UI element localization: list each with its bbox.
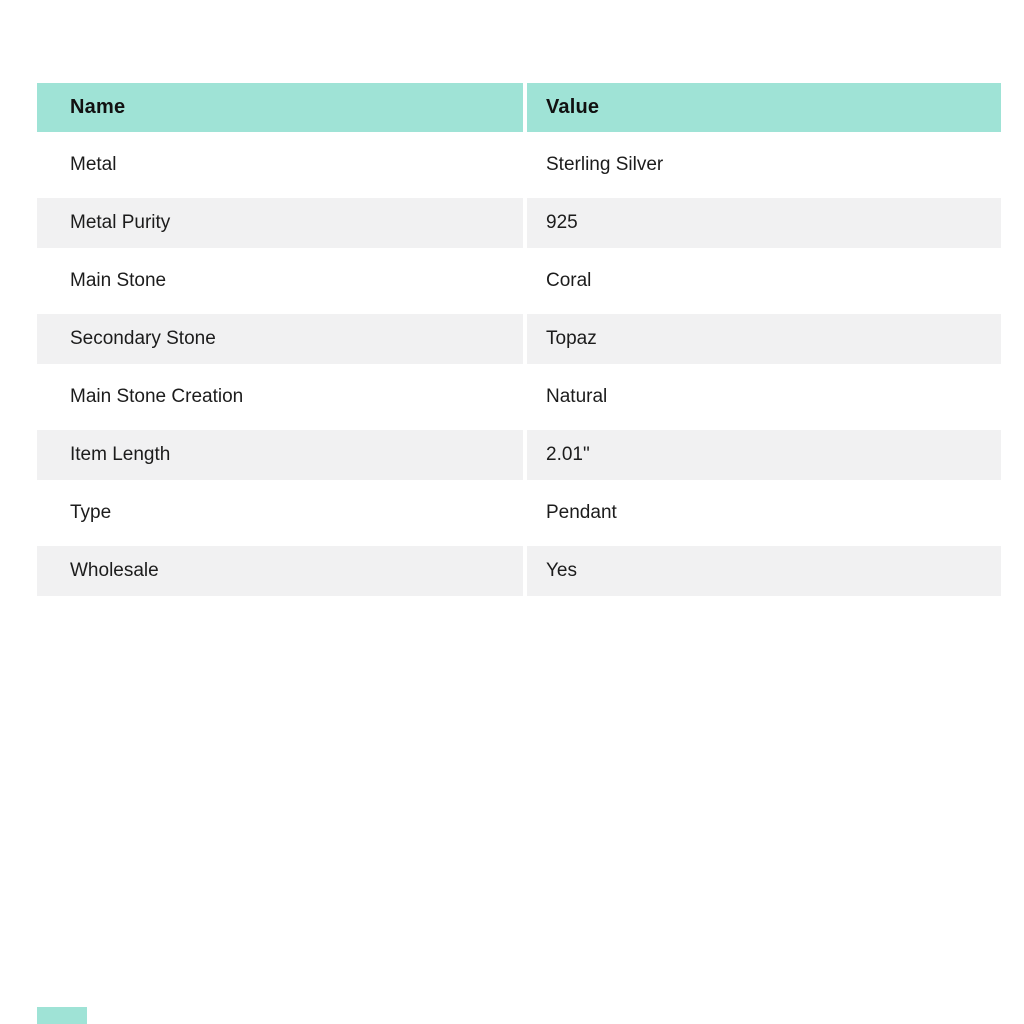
table-row [37, 140, 1001, 190]
table-row [37, 198, 1001, 248]
table-row [37, 488, 1001, 538]
attr-value-cell: 2.01" [527, 430, 1001, 480]
attr-value-cell: Yes [527, 546, 1001, 596]
attr-value-cell: Pendant [546, 502, 617, 523]
attr-name-cell: Item Length [37, 430, 523, 480]
attr-name-cell: Type [70, 502, 112, 523]
column-header-value: Value [527, 83, 1001, 132]
attr-name-cell: Main Stone Creation [70, 386, 244, 407]
attr-name-cell: Metal Purity [37, 198, 523, 248]
table-row [37, 430, 1001, 480]
table-header-row [37, 83, 1001, 132]
table-row [37, 372, 1001, 422]
attr-name-cell: Main Stone [70, 270, 167, 291]
attr-value-cell: Topaz [527, 314, 1001, 364]
attr-name-cell: Secondary Stone [37, 314, 523, 364]
next-table-header-partial [37, 1007, 87, 1024]
attr-value-cell: Sterling Silver [546, 154, 664, 175]
table-row [37, 546, 1001, 596]
attr-value-cell: 925 [527, 198, 1001, 248]
attr-name-cell: Metal [70, 154, 117, 175]
attribute-table [37, 83, 1001, 596]
table-row [37, 256, 1001, 306]
attr-value-cell: Natural [546, 386, 608, 407]
table-row [37, 314, 1001, 364]
attr-value-cell: Coral [546, 270, 592, 291]
column-header-name: Name [37, 83, 523, 132]
attr-name-cell: Wholesale [37, 546, 523, 596]
table-body [37, 140, 1001, 596]
